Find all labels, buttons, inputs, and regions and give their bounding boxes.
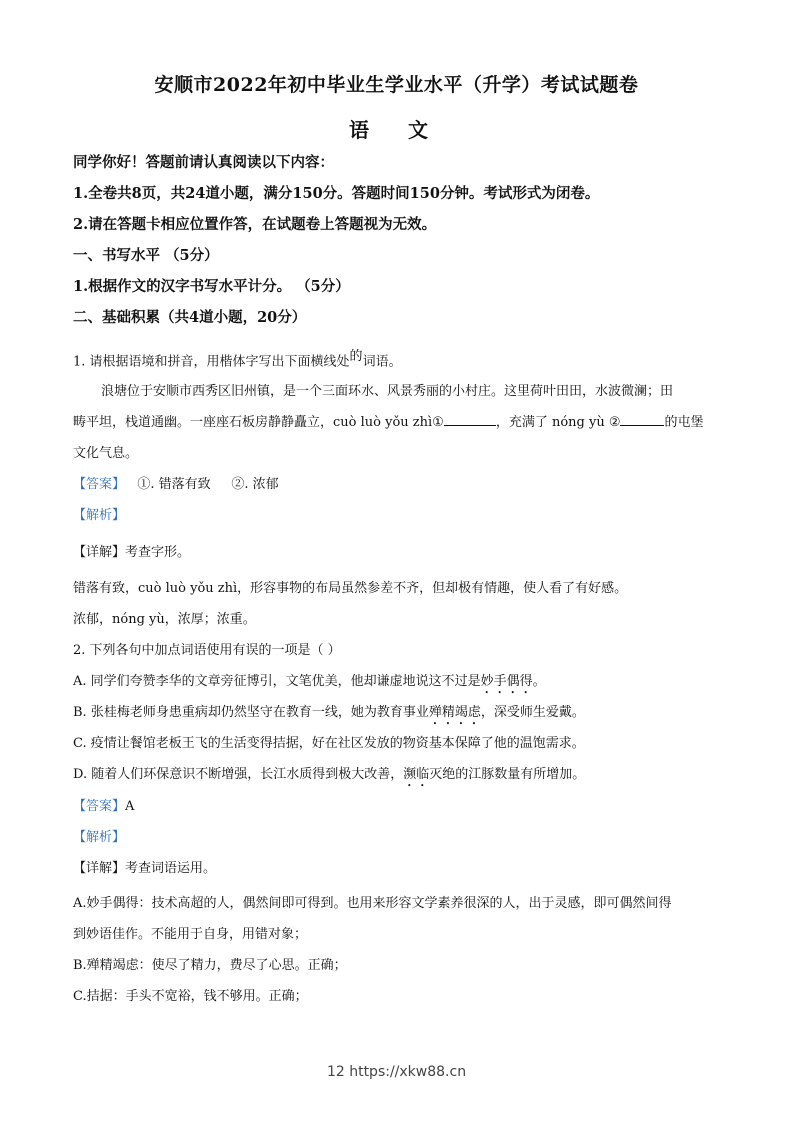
q2-answer-text: A <box>125 799 135 814</box>
exam-title: 安顺市2022年初中毕业生学业水平（升学）考试试题卷 <box>154 74 639 96</box>
q2-option-a-text: A. 同学们夸赞李华的文章旁征博引，文笔优美，他却谦虚地说这不过是 <box>73 674 481 689</box>
notice-greeting: 同学你好！答题前请认真阅读以下内容： <box>73 154 334 171</box>
q1-answer <box>73 473 723 492</box>
q2-option-a-end: 。 <box>532 674 546 689</box>
q2-explain-c: C.拮据：手头不宽裕，钱不够用。正确； <box>73 989 308 1004</box>
blank-2 <box>620 415 664 426</box>
q1-prompt <box>73 345 723 369</box>
q2-option-a <box>73 670 723 697</box>
q2-option-a-dotted: 妙手偶得 <box>480 674 533 689</box>
q1-passage-line-1: 浪塘位于安顺市西秀区旧州镇，是一个三面环水、风景秀丽的小村庄。这里荷叶田田，水波微澜；田 <box>101 384 674 399</box>
answer-label: 【答案】 <box>73 799 126 814</box>
q1-passage-seg-b: ，充满了 nóng yù ② <box>495 415 621 430</box>
q1-explain-1: 错落有致，cuò luò yǒu zhì，形容事物的布局虽然参差不齐，但却极有情趣，使人看了有好感。 <box>73 581 628 596</box>
q2-option-d-dotted: 濒临 <box>403 767 430 782</box>
q1-prompt-sup: 的 <box>349 349 363 364</box>
q1-passage-line-2 <box>73 411 723 430</box>
notice-rule-2: 2.请在答题卡相应位置作答，在试题卷上答题视为无效。 <box>73 216 437 233</box>
q2-answer <box>73 795 723 814</box>
q2-explain-a-2: 到妙语佳作。不能用于自身，用错对象； <box>73 927 308 942</box>
q1-passage-seg-a: 畴平坦，栈道通幽。一座座石板房静静矗立，cuò luò yǒu zhì① <box>73 415 444 430</box>
q2-option-c: C. 疫情让餐馆老板王飞的生活变得拮据，好在社区发放的物资基本保障了他的温饱需求。 <box>73 736 585 751</box>
q2-option-b-dotted: 殚精竭虑 <box>428 705 481 720</box>
q1-passage-line-3: 文化气息。 <box>73 446 139 461</box>
q2-prompt: 2. 下列各句中加点词语使用有误的一项是（ ） <box>73 643 341 658</box>
section-1-heading: 一、书写水平 （5分） <box>73 247 219 264</box>
q2-option-b <box>73 701 723 728</box>
q2-analysis-label: 【解析】 <box>73 830 126 845</box>
notice-rule-1: 1.全卷共8页，共24道小题，满分150分。答题时间150分钟。考试形式为闭卷。 <box>73 185 600 202</box>
q2-option-b-text: B. 张桂梅老师身患重病却仍然坚守在教育一线，她为教育事业 <box>73 705 429 720</box>
q1-explain-2: 浓郁，nóng yù，浓厚；浓重。 <box>73 612 256 627</box>
subject-title: 语 文 <box>349 118 444 142</box>
q2-option-d-end: 灭绝的江豚数量有所增加。 <box>429 767 586 782</box>
answer-label: 【答案】 <box>73 477 126 492</box>
q1-answer-text: ①. 错落有致 ②. 浓郁 <box>125 477 279 492</box>
q2-detail: 【详解】考查词语运用。 <box>73 861 217 876</box>
q2-option-d-text: D. 随着人们环保意识不断增强，长江水质得到极大改善， <box>73 767 404 782</box>
page-footer[interactable]: 12 https://xkw88.cn <box>326 1064 467 1080</box>
q1-passage-seg-c: 的屯堡 <box>664 415 704 430</box>
q2-option-b-end: ，深受师生爱戴。 <box>480 705 585 720</box>
q1-prompt-text-end: 词语。 <box>362 354 402 370</box>
section-2-heading: 二、基础积累（共4道小题，20分） <box>73 309 307 326</box>
q1-analysis-label: 【解析】 <box>73 508 126 523</box>
q1-prompt-text: 1. 请根据语境和拼音，用楷体字写出下面横线处 <box>73 354 350 370</box>
q1-detail: 【详解】考查字形。 <box>73 545 191 560</box>
blank-1 <box>444 415 496 426</box>
q2-explain-a-1: A.妙手偶得：技术高超的人，偶然间即可得到。也用来形容文学素养很深的人，出于灵感，即可偶然间得 <box>73 896 672 911</box>
q2-option-d <box>73 763 723 790</box>
section-1-question: 1.根据作文的汉字书写水平计分。 （5分） <box>73 278 350 295</box>
q2-explain-b: B.殚精竭虑：使尽了精力，费尽了心思。正确； <box>73 958 347 973</box>
